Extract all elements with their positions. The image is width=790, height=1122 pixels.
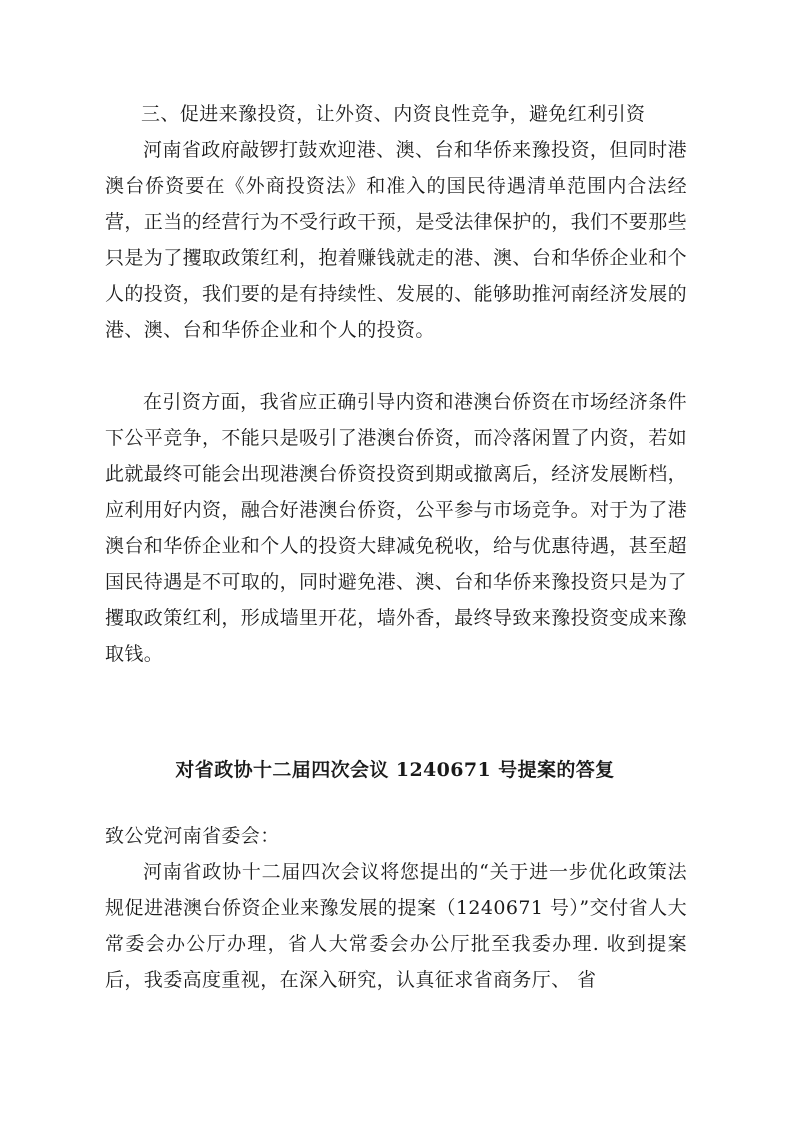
reply-paragraph: 河南省政协十二届四次会议将您提出的“关于进一步优化政策法规促进港澳台侨资企业来豫发展的提案（1240671 号）”交付省人大常委会办公厅办理，省人大常委会办公厅批至我委办理. 收到提案后，我委高度重视，在深入研究，认真征求省商务厅、 省 — [105, 861, 687, 991]
section-body — [105, 132, 687, 348]
reply-salutation: 致公党河南省委会： — [105, 825, 280, 847]
section-heading: 三、促进来豫投资，让外资、内资良性竞争，避免红利引资 — [141, 103, 646, 125]
reply-title: 对省政协十二届四次会议 1240671 号提案的答复 — [175, 759, 615, 781]
reply-body — [105, 854, 687, 998]
section-paragraph-2: 在引资方面，我省应正确引导内资和港澳台侨资在市场经济条件下公平竞争，不能只是吸引了港澳台侨资，而冷落闲置了内资，若如此就最终可能会出现港澳台侨资投资到期或撤离后，经济发展断档，应利用好内资，融合好港澳台侨资，公平参与市场竞争。对于为了港澳台和华侨企业和个人的投资大肆减免税收，给与优惠待遇，甚至超国民待遇是不可取的，同时避免港、澳、台和华侨来豫投资只是为了攫取政策红利，形成墙里开花，墙外香，最终导致来豫投资变成来豫取钱。 — [105, 391, 688, 665]
section-body-2 — [105, 384, 687, 672]
section-paragraph-1: 河南省政府敲锣打鼓欢迎港、澳、台和华侨来豫投资，但同时港澳台侨资要在《外商投资法》和准入的国民待遇清单范围内合法经营，正当的经营行为不受行政干预，是受法律保护的，我们不要那些只是为了攫取政策红利，抱着赚钱就走的港、澳、台和华侨企业和个人的投资，我们要的是有持续性、发展的、能够助推河南经济发展的港、澳、台和华侨企业和个人的投资。 — [105, 139, 688, 341]
